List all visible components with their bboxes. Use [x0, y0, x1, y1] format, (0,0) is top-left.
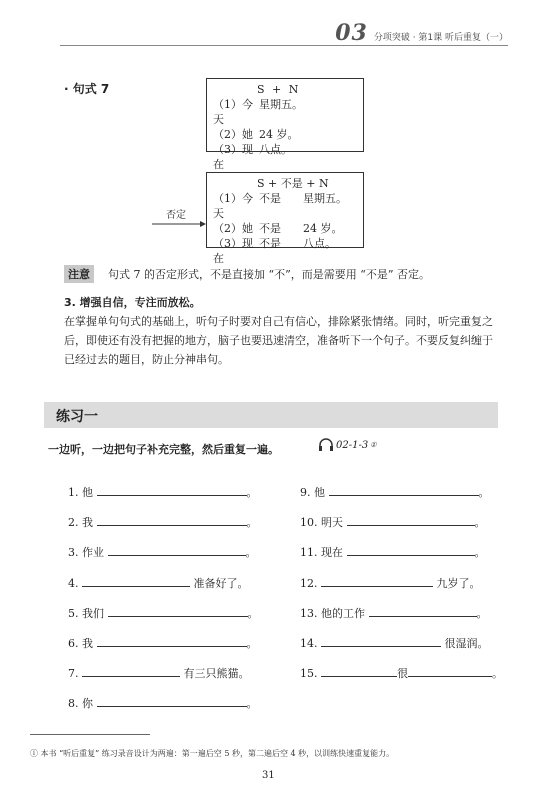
box2-negation: 不是 [259, 192, 281, 205]
box2-row [213, 236, 357, 266]
answer-blank[interactable] [97, 696, 247, 707]
item-number: 4. [68, 577, 79, 590]
item-prefix: 明天 [321, 516, 343, 529]
item-number: 14. [300, 637, 318, 650]
item-prefix: 你 [82, 697, 93, 710]
item-prefix: 现在 [321, 546, 343, 559]
box2-head: S + 不是 + N [257, 177, 329, 190]
item-middle: 很 [397, 667, 408, 680]
item-suffix: 有三只熊猫。 [183, 667, 250, 680]
item-number: 2. [68, 516, 79, 529]
exercise-item [300, 575, 481, 591]
item-number: 15. [300, 667, 318, 680]
box2-negation: 不是 [259, 237, 281, 250]
item-number: 13. [300, 607, 318, 620]
exercise-item [300, 605, 488, 621]
item-prefix: 他 [314, 486, 325, 499]
item-number: 7. [68, 667, 79, 680]
exercise-instruction: 一边听，一边把句子补充完整，然后重复一遍。 [48, 443, 279, 456]
exercise-item [68, 605, 259, 621]
answer-blank[interactable] [108, 606, 248, 617]
answer-blank[interactable] [97, 636, 247, 647]
box1-subject: （3）现在 [213, 143, 253, 171]
box1-subject: （1）今天 [213, 98, 253, 126]
box2-subject: （2）她 [213, 222, 253, 235]
item-suffix: 。 [246, 697, 258, 710]
item-number: 5. [68, 607, 79, 620]
item-prefix: 我们 [82, 607, 104, 620]
box2-subject: （3）现在 [213, 237, 253, 265]
box1-head: S + N [257, 83, 301, 96]
answer-blank[interactable] [369, 606, 477, 617]
item-number: 8. [68, 697, 79, 710]
answer-blank[interactable] [329, 485, 479, 496]
box2-row [213, 191, 357, 221]
answer-blank[interactable] [108, 545, 246, 556]
answer-blank[interactable] [347, 515, 475, 526]
box2-subject: （1）今天 [213, 192, 253, 220]
item-suffix: 。 [492, 667, 503, 680]
item-suffix: 。 [476, 607, 488, 620]
audio-track-id: 02-1-3 [336, 439, 369, 451]
item-suffix: 很湿润。 [444, 637, 489, 650]
note-tag: 注意 [64, 265, 94, 283]
answer-blank[interactable] [82, 666, 180, 677]
footnote: ① 本书 “听后重复” 练习录音设计为两遍：第一遍后空 5 秒，第二遍后空 4 秒，以训练快速重复能力。 [30, 749, 395, 758]
answer-blank[interactable] [321, 636, 441, 647]
item-number: 1. [68, 486, 79, 499]
item-suffix: 。 [246, 516, 258, 529]
footnote-rule [30, 734, 150, 735]
page-number: 31 [262, 770, 275, 781]
item-prefix: 我 [82, 637, 93, 650]
exercise-item [300, 514, 486, 530]
section-body: 在掌握单句句式的基础上，听句子时要对自己有信心，排除紧张情绪。同时，听完重复之后，即使还有没有把握的地方，脑子也要迅速清空，准备听下一个句子。不要反复纠缠于已经过去的题目，防止分神串句。 [64, 315, 493, 366]
audio-track[interactable] [318, 438, 377, 452]
box1-row [213, 142, 357, 172]
item-number: 3. [68, 546, 79, 559]
item-number: 12. [300, 577, 318, 590]
box1-row [213, 97, 357, 127]
exercise-item [300, 544, 486, 560]
item-suffix: 。 [245, 546, 257, 559]
item-suffix: 。 [247, 607, 259, 620]
answer-blank[interactable] [97, 515, 247, 526]
box1-row [213, 127, 357, 142]
item-suffix: 。 [246, 486, 258, 499]
exercise-item [300, 635, 489, 651]
box2-noun: 星期五。 [303, 192, 347, 205]
box1-subject: （2）她 [213, 128, 253, 141]
item-suffix: 。 [474, 546, 486, 559]
box1-noun: 八点。 [259, 143, 292, 156]
arrow-right-icon [152, 220, 206, 228]
running-header [335, 20, 508, 46]
item-number: 10. [300, 516, 318, 529]
answer-blank[interactable] [321, 576, 433, 587]
box2-negation: 不是 [259, 222, 281, 235]
box2-row [213, 221, 357, 236]
pattern-box-negative [206, 172, 364, 265]
section-title: 3. 增强自信，专注而放松。 [64, 296, 201, 309]
item-prefix: 作业 [82, 546, 104, 559]
header-rule [60, 45, 508, 46]
item-number: 6. [68, 637, 79, 650]
item-number: 11. [300, 546, 318, 559]
pattern-box-affirmative [206, 78, 364, 171]
exercise-item [68, 665, 250, 681]
footnote-marker: ① [370, 441, 377, 449]
answer-blank[interactable] [347, 545, 475, 556]
exercise-item [68, 575, 249, 591]
box2-noun: 八点。 [303, 237, 336, 250]
box1-noun: 星期五。 [259, 98, 303, 111]
exercise-item [68, 514, 258, 530]
item-prefix: 我 [82, 516, 93, 529]
exercise-item [68, 544, 257, 560]
pattern-label: · 句式 7 [64, 82, 110, 96]
item-suffix: 九岁了。 [436, 577, 481, 590]
answer-blank[interactable] [408, 666, 492, 677]
exercise-item [68, 695, 258, 711]
box2-noun: 24 岁。 [303, 222, 343, 235]
exercise-item [300, 484, 490, 500]
exercise-title: 练习一 [56, 409, 98, 425]
chapter-number: 03 [335, 20, 368, 46]
item-suffix: 准备好了。 [193, 577, 249, 590]
exercise-header-bar [44, 402, 498, 428]
item-suffix: 。 [478, 486, 490, 499]
answer-blank[interactable] [82, 576, 190, 587]
item-prefix: 他的工作 [321, 607, 365, 620]
note-text: 句式 7 的否定形式，不是直接加 “不”，而是需要用 “不是” 否定。 [108, 268, 430, 281]
answer-blank[interactable] [97, 485, 247, 496]
headphones-icon [318, 438, 334, 452]
negation-label: 否定 [166, 210, 186, 221]
item-number: 9. [300, 486, 311, 499]
exercise-item [68, 484, 258, 500]
item-suffix: 。 [246, 637, 258, 650]
header-title: 分项突破 · 第1课 听后重复（一） [373, 33, 508, 43]
exercise-item [68, 635, 258, 651]
item-prefix: 他 [82, 486, 93, 499]
box1-noun: 24 岁。 [259, 128, 299, 141]
exercise-item [300, 665, 503, 681]
item-suffix: 。 [474, 516, 486, 529]
answer-blank[interactable] [321, 666, 397, 677]
